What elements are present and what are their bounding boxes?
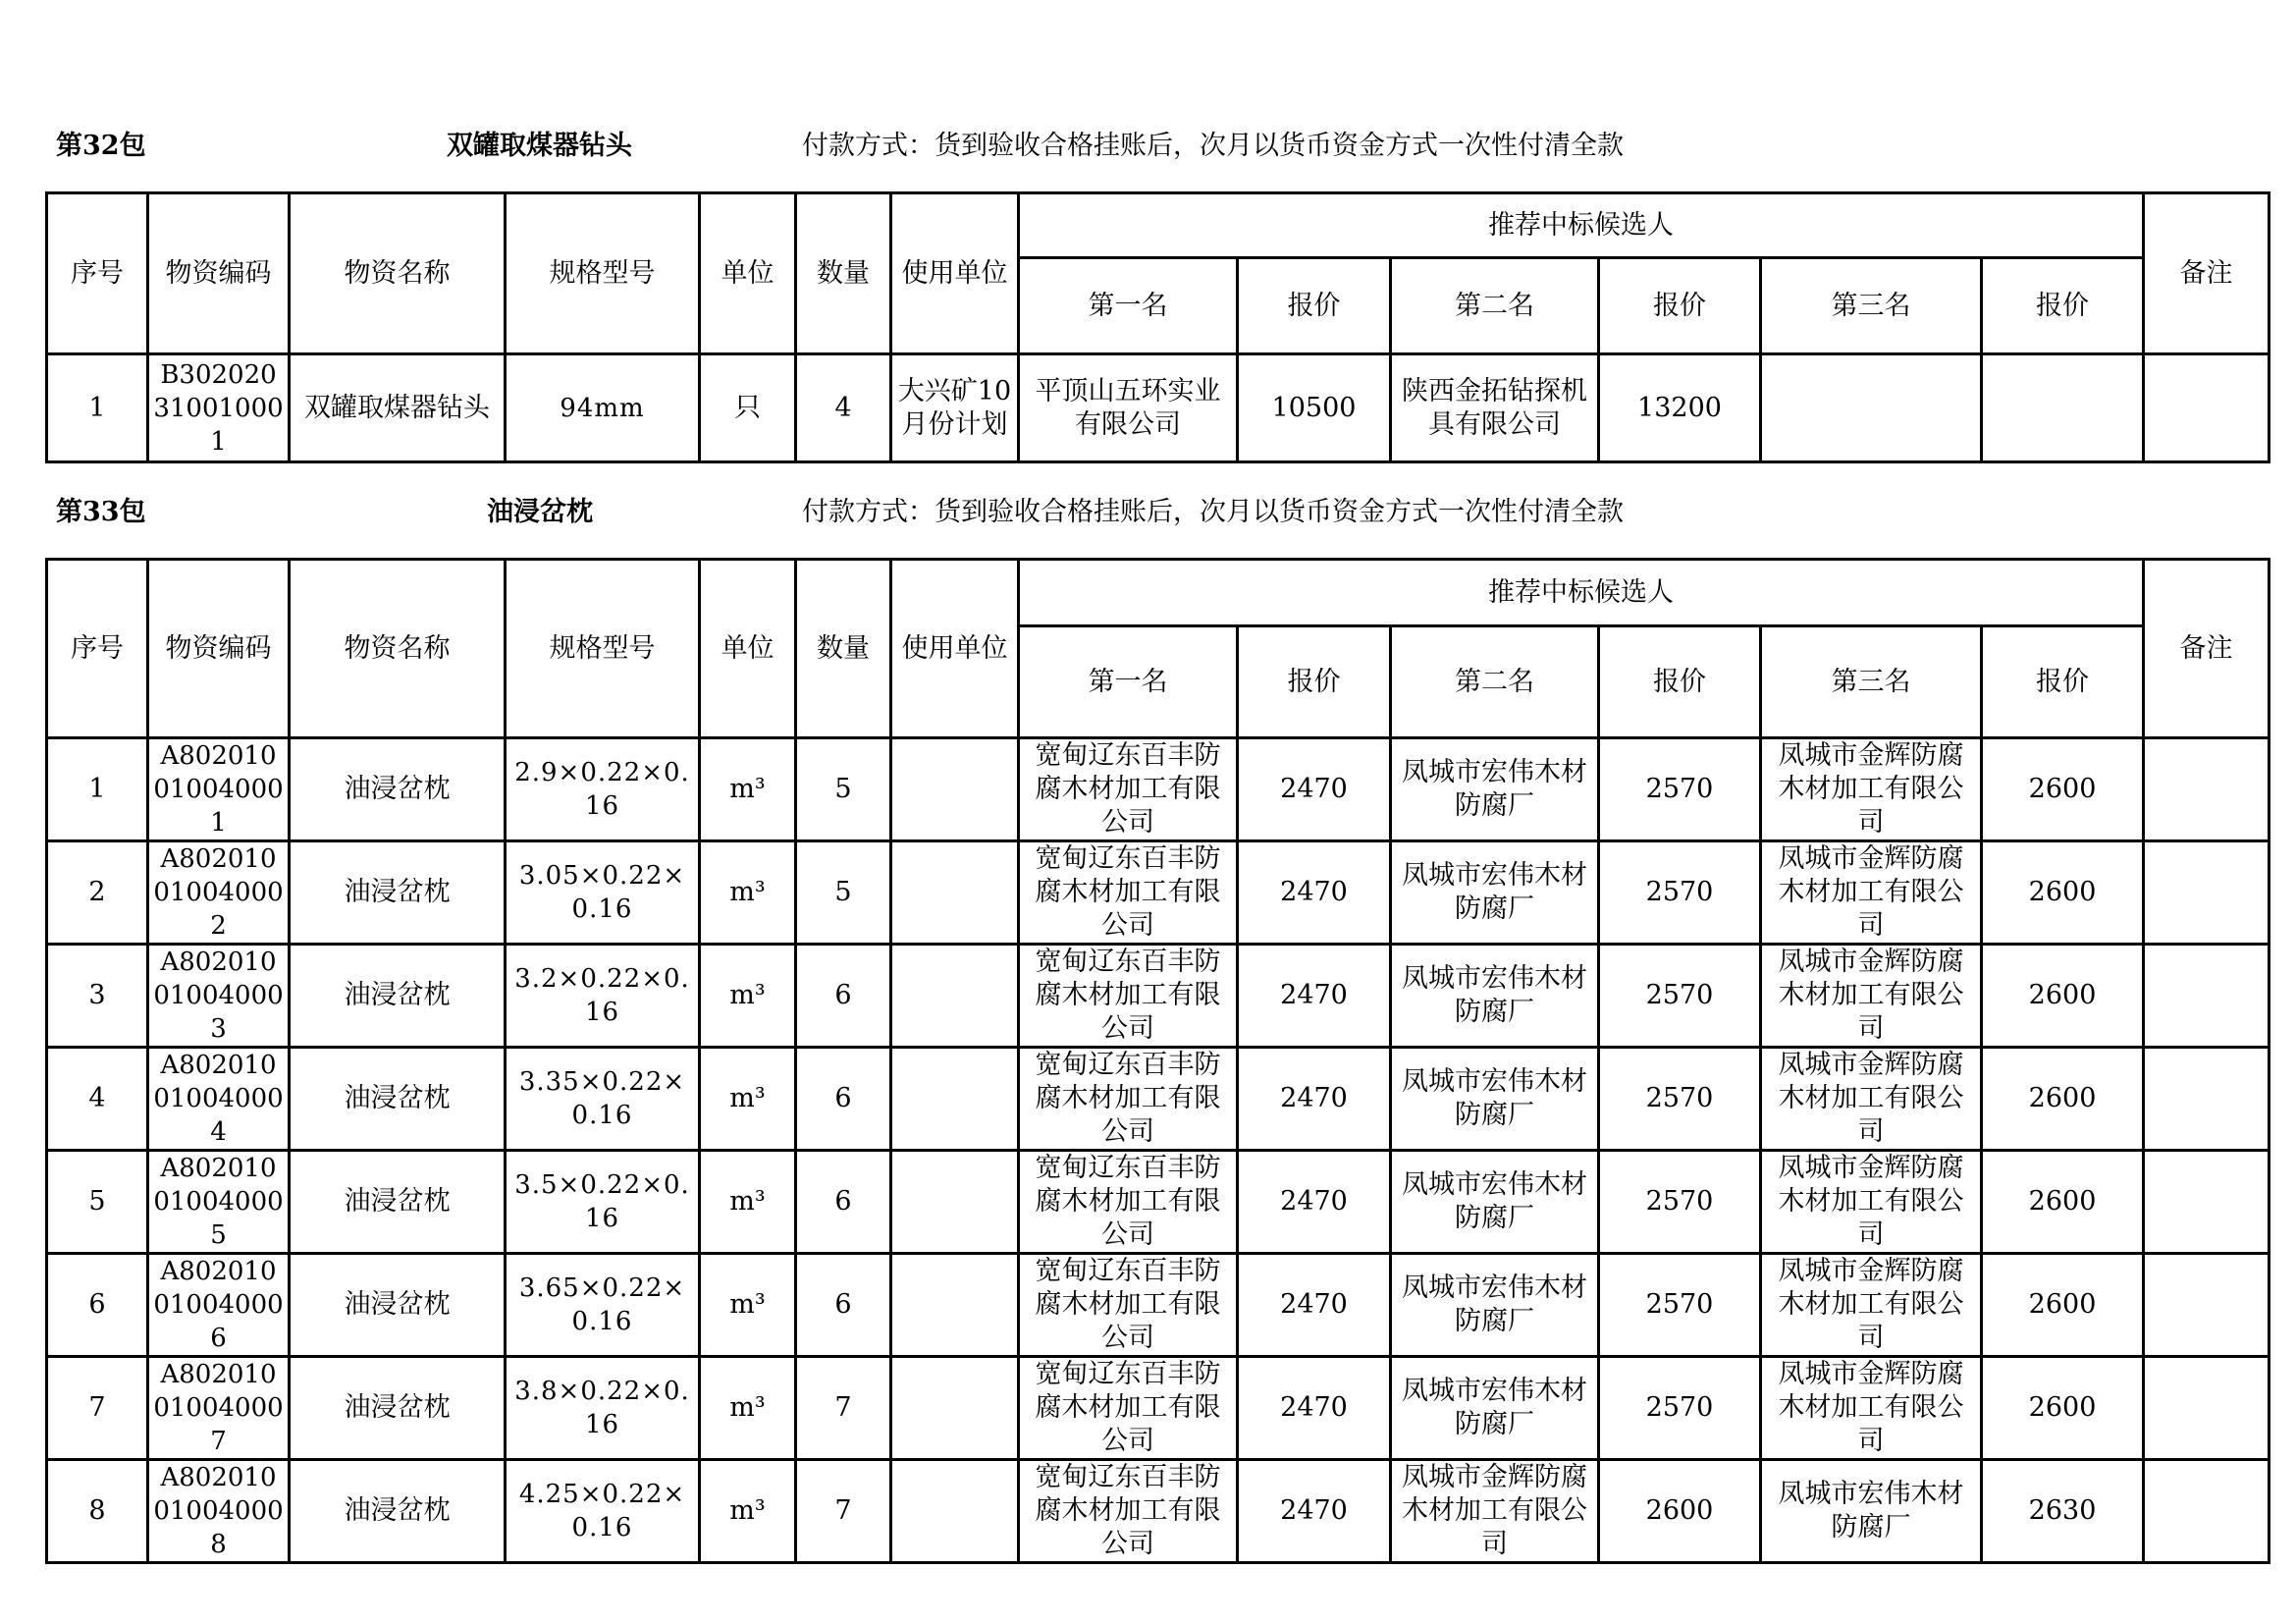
cell-third	[1761, 354, 1982, 462]
header-code: 物资编码	[148, 193, 290, 354]
cell-name: 油浸岔枕	[290, 1048, 506, 1151]
cell-unit: m³	[700, 1048, 796, 1151]
cell-second	[1391, 1460, 1599, 1563]
header-price-2: 报价	[1599, 626, 1761, 738]
table-row	[47, 1151, 2269, 1254]
cell-qty: 4	[796, 354, 891, 462]
cell-name: 油浸岔枕	[290, 738, 506, 841]
package-32-header	[56, 127, 2274, 166]
cell-qty: 6	[796, 1048, 891, 1151]
cell-name: 油浸岔枕	[290, 1460, 506, 1563]
table-row	[47, 841, 2269, 945]
cell-spec: 94mm	[506, 354, 700, 462]
cell-unit: 只	[700, 354, 796, 462]
cell-first	[1019, 1254, 1238, 1357]
cell-first-text: 宽甸辽东百丰防腐木材加工有限公司	[1035, 1050, 1221, 1147]
header-unit: 单位	[700, 560, 796, 738]
cell-seq: 5	[47, 1151, 148, 1254]
table-row	[47, 1254, 2269, 1357]
cell-first	[1019, 738, 1238, 841]
package-number: 第32包	[56, 131, 146, 161]
cell-first-text: 宽甸辽东百丰防腐木材加工有限公司	[1035, 1153, 1221, 1250]
header-third: 第三名	[1761, 258, 1982, 354]
package-number: 第33包	[56, 497, 146, 527]
cell-code: A802010010040004	[148, 1048, 290, 1151]
cell-third	[1761, 738, 1982, 841]
cell-code: A802010010040001	[148, 738, 290, 841]
cell-third	[1761, 841, 1982, 945]
header-price-1: 报价	[1238, 258, 1391, 354]
cell-price-3: 2600	[1982, 1357, 2144, 1460]
header-user: 使用单位	[891, 560, 1019, 738]
cell-price-1: 2470	[1238, 1151, 1391, 1254]
cell-seq: 7	[47, 1357, 148, 1460]
cell-qty: 5	[796, 841, 891, 945]
cell-price-3: 2600	[1982, 945, 2144, 1048]
cell-unit: m³	[700, 945, 796, 1048]
cell-third	[1761, 1048, 1982, 1151]
cell-qty: 6	[796, 945, 891, 1048]
table-row	[47, 1460, 2269, 1563]
cell-price-2: 2570	[1599, 945, 1761, 1048]
cell-second-text: 凤城市宏伟木材防腐厂	[1402, 1376, 1587, 1439]
header-first: 第一名	[1019, 626, 1238, 738]
cell-name: 油浸岔枕	[290, 1151, 506, 1254]
header-price-3: 报价	[1982, 258, 2144, 354]
cell-second-text: 凤城市宏伟木材防腐厂	[1402, 860, 1587, 924]
cell-spec: 3.5×0.22×0.16	[506, 1151, 700, 1254]
cell-second-text: 凤城市宏伟木材防腐厂	[1402, 963, 1587, 1027]
cell-third-text: 凤城市金辉防腐木材加工有限公司	[1778, 1256, 1964, 1353]
payment-terms: 付款方式：货到验收合格挂账后，次月以货币资金方式一次性付清全款	[802, 497, 1624, 527]
cell-second: 陕西金拓钻探机具有限公司	[1391, 354, 1599, 462]
cell-remark	[2144, 1254, 2269, 1357]
cell-user	[891, 738, 1019, 841]
header-qty: 数量	[796, 193, 891, 354]
cell-remark	[2144, 1357, 2269, 1460]
cell-third	[1761, 1357, 1982, 1460]
cell-first	[1019, 841, 1238, 945]
cell-remark	[2144, 1048, 2269, 1151]
cell-second	[1391, 1151, 1599, 1254]
cell-second-text: 凤城市宏伟木材防腐厂	[1402, 1066, 1587, 1130]
cell-unit: m³	[700, 738, 796, 841]
cell-name: 双罐取煤器钻头	[290, 354, 506, 462]
cell-user	[891, 1048, 1019, 1151]
cell-spec: 2.9×0.22×0.16	[506, 738, 700, 841]
cell-spec: 3.05×0.22×0.16	[506, 841, 700, 945]
cell-code: B302020310010001	[148, 354, 290, 462]
cell-price-1: 2470	[1238, 1460, 1391, 1563]
header-code: 物资编码	[148, 560, 290, 738]
cell-second-text: 凤城市宏伟木材防腐厂	[1402, 1169, 1587, 1233]
cell-third-text: 凤城市金辉防腐木材加工有限公司	[1778, 1359, 1964, 1456]
header-user: 使用单位	[891, 193, 1019, 354]
cell-remark	[2144, 945, 2269, 1048]
cell-second	[1391, 1357, 1599, 1460]
cell-price-3	[1982, 354, 2144, 462]
cell-name: 油浸岔枕	[290, 841, 506, 945]
cell-name: 油浸岔枕	[290, 945, 506, 1048]
cell-price-3: 2600	[1982, 841, 2144, 945]
cell-name: 油浸岔枕	[290, 1254, 506, 1357]
cell-unit: m³	[700, 1151, 796, 1254]
cell-code: A802010010040005	[148, 1151, 290, 1254]
cell-price-2: 13200	[1599, 354, 1761, 462]
cell-second	[1391, 841, 1599, 945]
cell-price-2: 2570	[1599, 841, 1761, 945]
cell-code: A802010010040007	[148, 1357, 290, 1460]
cell-user	[891, 1254, 1019, 1357]
cell-price-1: 2470	[1238, 1048, 1391, 1151]
cell-unit: m³	[700, 841, 796, 945]
header-spec: 规格型号	[506, 560, 700, 738]
cell-user: 大兴矿10月份计划	[891, 354, 1019, 462]
cell-code: A802010010040006	[148, 1254, 290, 1357]
cell-unit: m³	[700, 1254, 796, 1357]
cell-price-1: 2470	[1238, 841, 1391, 945]
cell-user	[891, 945, 1019, 1048]
cell-remark	[2144, 354, 2269, 462]
cell-unit: m³	[700, 1460, 796, 1563]
cell-price-1: 2470	[1238, 1254, 1391, 1357]
cell-first	[1019, 945, 1238, 1048]
cell-seq: 6	[47, 1254, 148, 1357]
cell-seq: 2	[47, 841, 148, 945]
cell-seq: 1	[47, 738, 148, 841]
cell-price-3: 2600	[1982, 1048, 2144, 1151]
header-remark: 备注	[2144, 193, 2269, 354]
cell-second	[1391, 1048, 1599, 1151]
cell-third-text: 凤城市金辉防腐木材加工有限公司	[1778, 740, 1964, 838]
cell-first-text: 宽甸辽东百丰防腐木材加工有限公司	[1035, 1462, 1221, 1559]
cell-first	[1019, 1357, 1238, 1460]
cell-third-text: 凤城市金辉防腐木材加工有限公司	[1778, 1050, 1964, 1147]
header-second: 第二名	[1391, 258, 1599, 354]
cell-user	[891, 1460, 1019, 1563]
cell-seq: 4	[47, 1048, 148, 1151]
cell-spec: 3.2×0.22×0.16	[506, 945, 700, 1048]
cell-price-2: 2570	[1599, 738, 1761, 841]
table-row	[47, 1357, 2269, 1460]
cell-first-text: 宽甸辽东百丰防腐木材加工有限公司	[1035, 843, 1221, 941]
cell-seq: 8	[47, 1460, 148, 1563]
header-remark: 备注	[2144, 560, 2269, 738]
header-unit: 单位	[700, 193, 796, 354]
header-third: 第三名	[1761, 626, 1982, 738]
cell-third-text: 凤城市金辉防腐木材加工有限公司	[1778, 843, 1964, 941]
table-row	[47, 354, 2269, 462]
cell-second	[1391, 1254, 1599, 1357]
cell-first: 平顶山五环实业有限公司	[1019, 354, 1238, 462]
cell-remark	[2144, 1460, 2269, 1563]
header-price-1: 报价	[1238, 626, 1391, 738]
header-price-2: 报价	[1599, 258, 1761, 354]
cell-price-3: 2630	[1982, 1460, 2144, 1563]
package-item-name: 油浸岔枕	[487, 497, 593, 527]
header-seq: 序号	[47, 193, 148, 354]
table-header-row	[47, 193, 2269, 258]
header-price-3: 报价	[1982, 626, 2144, 738]
cell-remark	[2144, 841, 2269, 945]
cell-qty: 6	[796, 1151, 891, 1254]
cell-qty: 6	[796, 1254, 891, 1357]
cell-third-text: 凤城市宏伟木材防腐厂	[1778, 1479, 1964, 1543]
cell-price-2: 2570	[1599, 1151, 1761, 1254]
cell-price-2: 2600	[1599, 1460, 1761, 1563]
table-row	[47, 945, 2269, 1048]
cell-seq: 3	[47, 945, 148, 1048]
cell-third	[1761, 945, 1982, 1048]
cell-remark	[2144, 1151, 2269, 1254]
cell-third	[1761, 1254, 1982, 1357]
cell-remark	[2144, 738, 2269, 841]
cell-code: A802010010040008	[148, 1460, 290, 1563]
cell-first-text: 宽甸辽东百丰防腐木材加工有限公司	[1035, 947, 1221, 1044]
cell-user	[891, 1151, 1019, 1254]
cell-price-2: 2570	[1599, 1254, 1761, 1357]
cell-third	[1761, 1460, 1982, 1563]
cell-price-1: 2470	[1238, 738, 1391, 841]
cell-first	[1019, 1151, 1238, 1254]
cell-spec: 4.25×0.22×0.16	[506, 1460, 700, 1563]
cell-qty: 7	[796, 1357, 891, 1460]
cell-first-text: 宽甸辽东百丰防腐木材加工有限公司	[1035, 740, 1221, 838]
cell-spec: 3.65×0.22×0.16	[506, 1254, 700, 1357]
header-name: 物资名称	[290, 560, 506, 738]
cell-price-1: 2470	[1238, 945, 1391, 1048]
cell-second-text: 凤城市宏伟木材防腐厂	[1402, 1272, 1587, 1336]
cell-second-text: 凤城市金辉防腐木材加工有限公司	[1402, 1462, 1587, 1559]
cell-second-text: 凤城市宏伟木材防腐厂	[1402, 757, 1587, 821]
cell-seq: 1	[47, 354, 148, 462]
cell-name: 油浸岔枕	[290, 1357, 506, 1460]
cell-first	[1019, 1048, 1238, 1151]
header-candidates: 推荐中标候选人	[1019, 560, 2144, 626]
cell-first	[1019, 1460, 1238, 1563]
cell-second	[1391, 945, 1599, 1048]
package-33-header	[56, 493, 2274, 532]
cell-third-text: 凤城市金辉防腐木材加工有限公司	[1778, 947, 1964, 1044]
cell-second	[1391, 738, 1599, 841]
table-row	[47, 738, 2269, 841]
cell-user	[891, 841, 1019, 945]
table-row	[47, 1048, 2269, 1151]
cell-spec: 3.8×0.22×0.16	[506, 1357, 700, 1460]
cell-price-3: 2600	[1982, 1151, 2144, 1254]
cell-price-1: 2470	[1238, 1357, 1391, 1460]
cell-spec: 3.35×0.22×0.16	[506, 1048, 700, 1151]
table-header-row	[47, 560, 2269, 626]
cell-qty: 5	[796, 738, 891, 841]
package-33-rows	[47, 738, 2269, 1563]
header-candidates: 推荐中标候选人	[1019, 193, 2144, 258]
cell-unit: m³	[700, 1357, 796, 1460]
package-item-name: 双罐取煤器钻头	[447, 131, 632, 161]
cell-third-text: 凤城市金辉防腐木材加工有限公司	[1778, 1153, 1964, 1250]
cell-price-3: 2600	[1982, 738, 2144, 841]
cell-price-2: 2570	[1599, 1048, 1761, 1151]
header-qty: 数量	[796, 560, 891, 738]
cell-qty: 7	[796, 1460, 891, 1563]
cell-first-text: 宽甸辽东百丰防腐木材加工有限公司	[1035, 1256, 1221, 1353]
header-spec: 规格型号	[506, 193, 700, 354]
cell-price-2: 2570	[1599, 1357, 1761, 1460]
header-second: 第二名	[1391, 626, 1599, 738]
cell-user	[891, 1357, 1019, 1460]
header-first: 第一名	[1019, 258, 1238, 354]
package-33-table	[45, 558, 2270, 1564]
cell-third	[1761, 1151, 1982, 1254]
cell-price-1: 10500	[1238, 354, 1391, 462]
header-seq: 序号	[47, 560, 148, 738]
payment-terms: 付款方式：货到验收合格挂账后，次月以货币资金方式一次性付清全款	[802, 131, 1624, 161]
cell-price-3: 2600	[1982, 1254, 2144, 1357]
cell-code: A802010010040002	[148, 841, 290, 945]
header-name: 物资名称	[290, 193, 506, 354]
cell-first-text: 宽甸辽东百丰防腐木材加工有限公司	[1035, 1359, 1221, 1456]
package-32-table	[45, 191, 2270, 463]
cell-code: A802010010040003	[148, 945, 290, 1048]
